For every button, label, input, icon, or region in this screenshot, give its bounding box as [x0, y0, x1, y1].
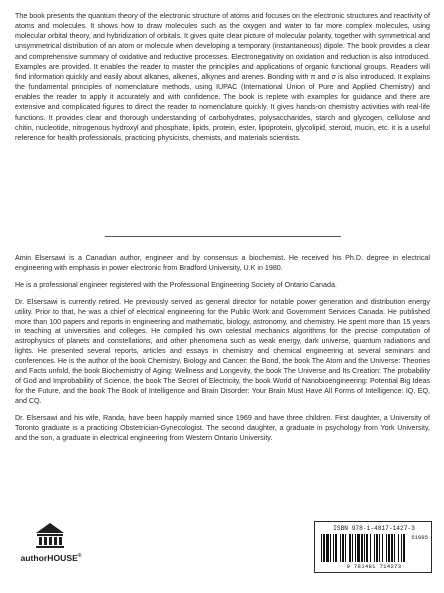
isbn-label: ISBN 978-1-4817-1427-3 — [333, 525, 415, 532]
publisher-name-text: authorHOUSE — [20, 553, 78, 563]
publisher-logo — [16, 522, 86, 570]
author-biography — [15, 254, 430, 450]
isbn-barcode-block — [314, 521, 432, 573]
barcode-icon — [321, 534, 427, 562]
book-description: The book presents the quantum theory of the electronic structure of atoms and focuses on the electronic structures and reactivity of atoms and molecules. It shows how to draw molecules such as the oxygen and water to far more complex molecules, using molecular orbital theory, and hybridization of orbitals. It gives quite clear picture of molecular polarity, together with symmetrical and unsymmetrical distribution of an atom or molecule when developing a temporary (instantaneous) dipole. The book provides a clear and comprehensive summary of oxidative and reductive processes. Electronegativity on oxidation and reduction is also introduced. Examples are provided. It enables the reader to master the principles and applications of organic functional groups. Readers will find information quickly and easily about alkanes, alkenes, alkynes and arenes. Bonding with π and σ is also introduced. It explains the fundamental principles of nomenclature methods, using IUPAC (International Union of Pure and Applied Chemistry) and enables the reader to apply it accurately and with confidence. The book is replete with examples for guidance and there are extensive and complicated figures to direct the reader to nomenclature quickly. It gives hands-on chemistry activities with real-life functions. It provides clear and thorough understanding of carbohydrates, polysaccharides, starch and glycogen, cellulose and chitin, nucleotide, nitrogenous hydroxyl and phosphate, lipids, protein, ester, lipoprotein, glycolipid, steroid, mucin, etc. it is a useful reference for health professionals, practicing physicists, chemists, and materials scientists. — [15, 12, 430, 142]
price-code: 51995 — [411, 534, 428, 541]
publisher-trademark: ® — [77, 553, 82, 559]
section-divider — [105, 236, 341, 237]
bio-paragraph-education: Amin Elsersawi is a Canadian author, engineer and by consensus a biochemist. He received his Ph.D. degree in electrical engineering with emphasis in power electronic from Bradford University, U.K in 1980. — [15, 254, 430, 272]
bio-paragraph-career: Dr. Elsersawi is currently retired. He previously served as general director for notable power generation and distribution energy utility. Prior to that, he was a chief of electrical engineering for the Public Work and Government Services Canada. He published more than 100 papers and reports in engineering and mathematic, biology, astronomy, and chemistry. He spent more than 15 years in teaching at universities and colleges. He compiled his own celestial mechanics algorithms for the precise computation of astrophysics of planets and constellations, and other phenomena such as weak energy, dark universe, quantum radiations and lights. He presented several reports, articles and essays in chemistry and chemical engineering at several seminars and conferences. He is the author of the book Chemistry, Biology and Cancer: the Bond, the book The Atom and the Universe: Theories and Facts unfold, the book Biochemistry of Aging: Wellness and Longevity, the book The Universe and Its Creation: The probability of God and Improbability of Science, the book The Secret of Electricity, the book World of Nanobioengineering: Potential Big Ideas for the Future, and the book The Book of Intelligence and Brain Disorder: Your Brain Must Have All Forms of Intelligence: IQ, EQ, and CQ. — [15, 297, 430, 405]
bio-paragraph-family: Dr. Elsersawi and his wife, Randa, have been happily married since 1969 and have three children. First daughter, a University of Toronto graduate is a practicing Obstetrician-Gynecologist. The second daughter, a graduate in psychology from York University, and the son, a graduate in electrical engineering from Western Ontario University. — [15, 413, 430, 442]
book-house-logo-icon — [35, 522, 65, 548]
publisher-name — [16, 553, 86, 563]
bio-paragraph-registration: He is a professional engineer registered with the Professional Engineering Society of Ontario Canada. — [15, 280, 337, 289]
barcode-number: 9 781481 714273 — [346, 563, 402, 570]
